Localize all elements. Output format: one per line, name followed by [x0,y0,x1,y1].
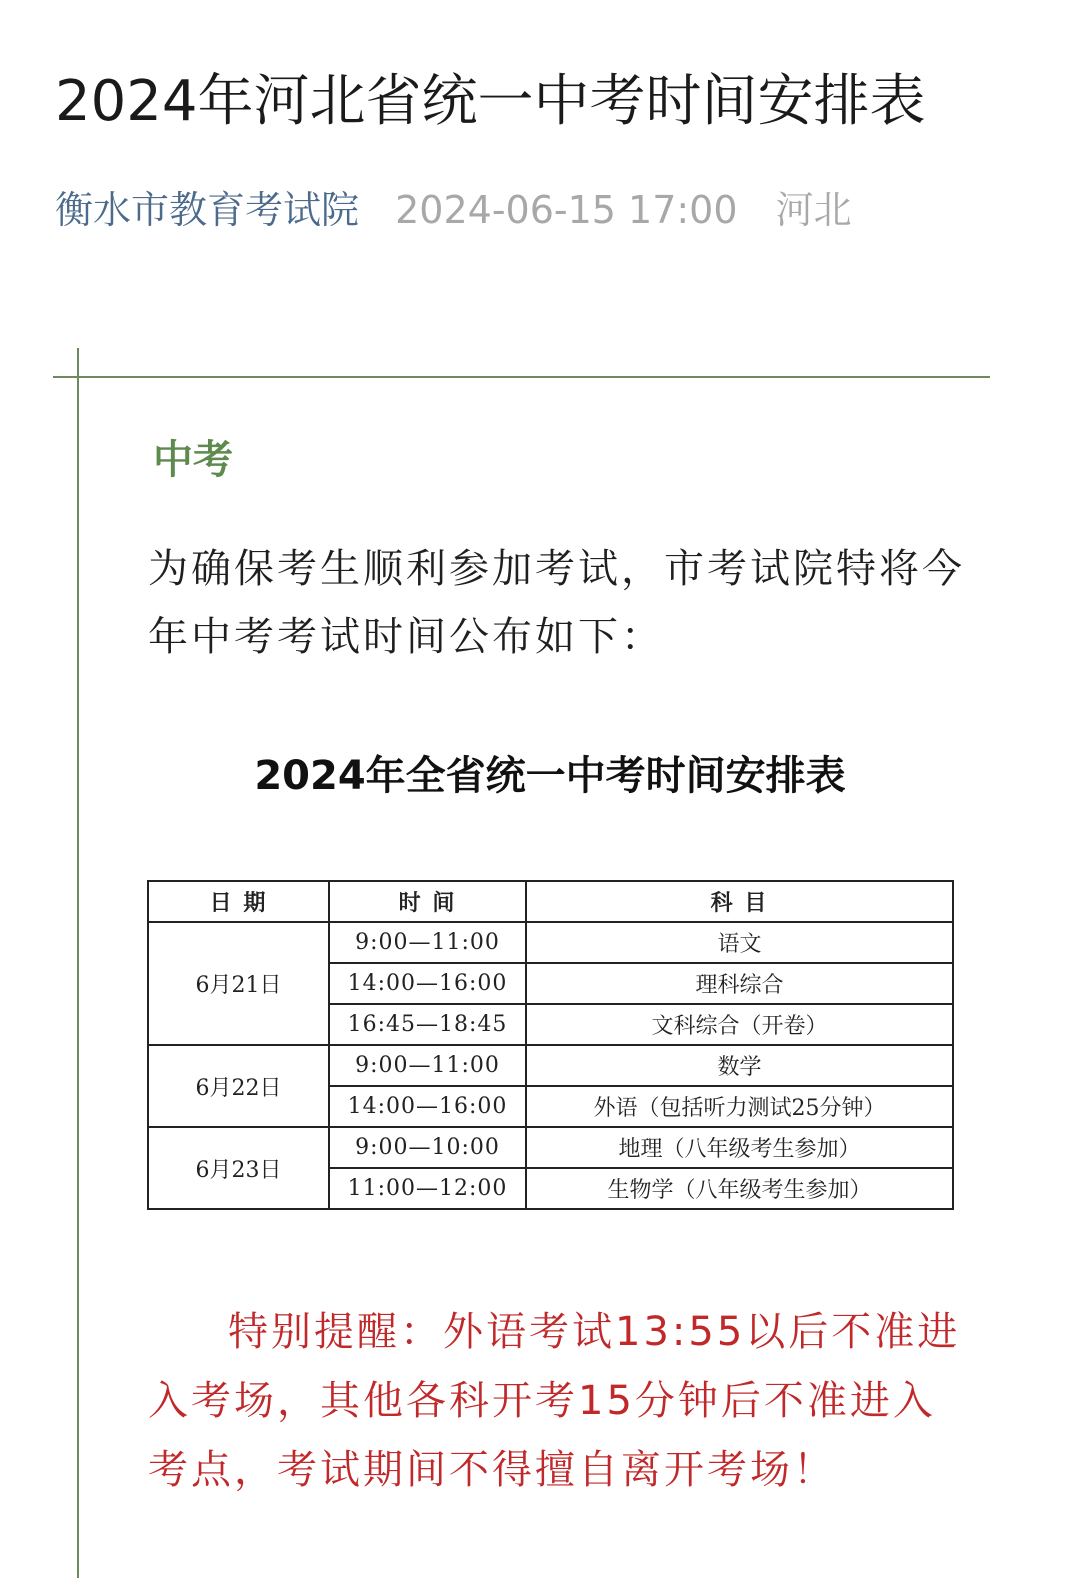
table-title: 2024年全省统一中考时间安排表 [254,753,846,799]
time-cell: 9:00—10:00 [329,1127,526,1168]
table-row [148,1127,953,1168]
time-cell: 9:00—11:00 [329,1045,526,1086]
time-cell: 14:00—16:00 [329,963,526,1004]
section-label: 中考 [153,437,233,483]
subject-cell: 地理（八年级考生参加） [526,1127,953,1168]
article-title: 2024年河北省统一中考时间安排表 [55,69,926,134]
intro-paragraph: 为确保考生顺利参加考试，市考试院特将今年中考考试时间公布如下： [148,546,965,660]
subject-cell: 文科综合（开卷） [526,1004,953,1045]
header-subject: 科 目 [526,881,953,922]
region-label: 河北 [775,188,852,232]
date-cell: 6月21日 [148,922,329,1045]
vertical-divider [77,348,79,1578]
time-cell: 11:00—12:00 [329,1168,526,1209]
table-header-row [148,881,953,922]
date-cell: 6月23日 [148,1127,329,1209]
article-meta [55,182,852,238]
publish-date: 2024-06-15 17:00 [395,188,738,232]
date-cell: 6月22日 [148,1045,329,1127]
schedule-table [147,880,954,1210]
subject-cell: 外语（包括听力测试25分钟） [526,1086,953,1127]
subject-cell: 数学 [526,1045,953,1086]
subject-cell: 语文 [526,922,953,963]
header-time: 时 间 [329,881,526,922]
author-link[interactable]: 衡水市教育考试院 [55,188,360,232]
subject-cell: 理科综合 [526,963,953,1004]
table-row [148,1045,953,1086]
table-row [148,922,953,963]
subject-cell: 生物学（八年级考生参加） [526,1168,953,1209]
horizontal-divider [53,376,990,378]
header-date: 日 期 [148,881,329,922]
reminder-text: 特别提醒：外语考试13:55以后不准进入考场，其他各科开考15分钟后不准进入考点，考试期间不得擅自离开考场！ [148,1309,961,1493]
special-reminder [148,1298,978,1505]
time-cell: 16:45—18:45 [329,1004,526,1045]
time-cell: 14:00—16:00 [329,1086,526,1127]
time-cell: 9:00—11:00 [329,922,526,963]
